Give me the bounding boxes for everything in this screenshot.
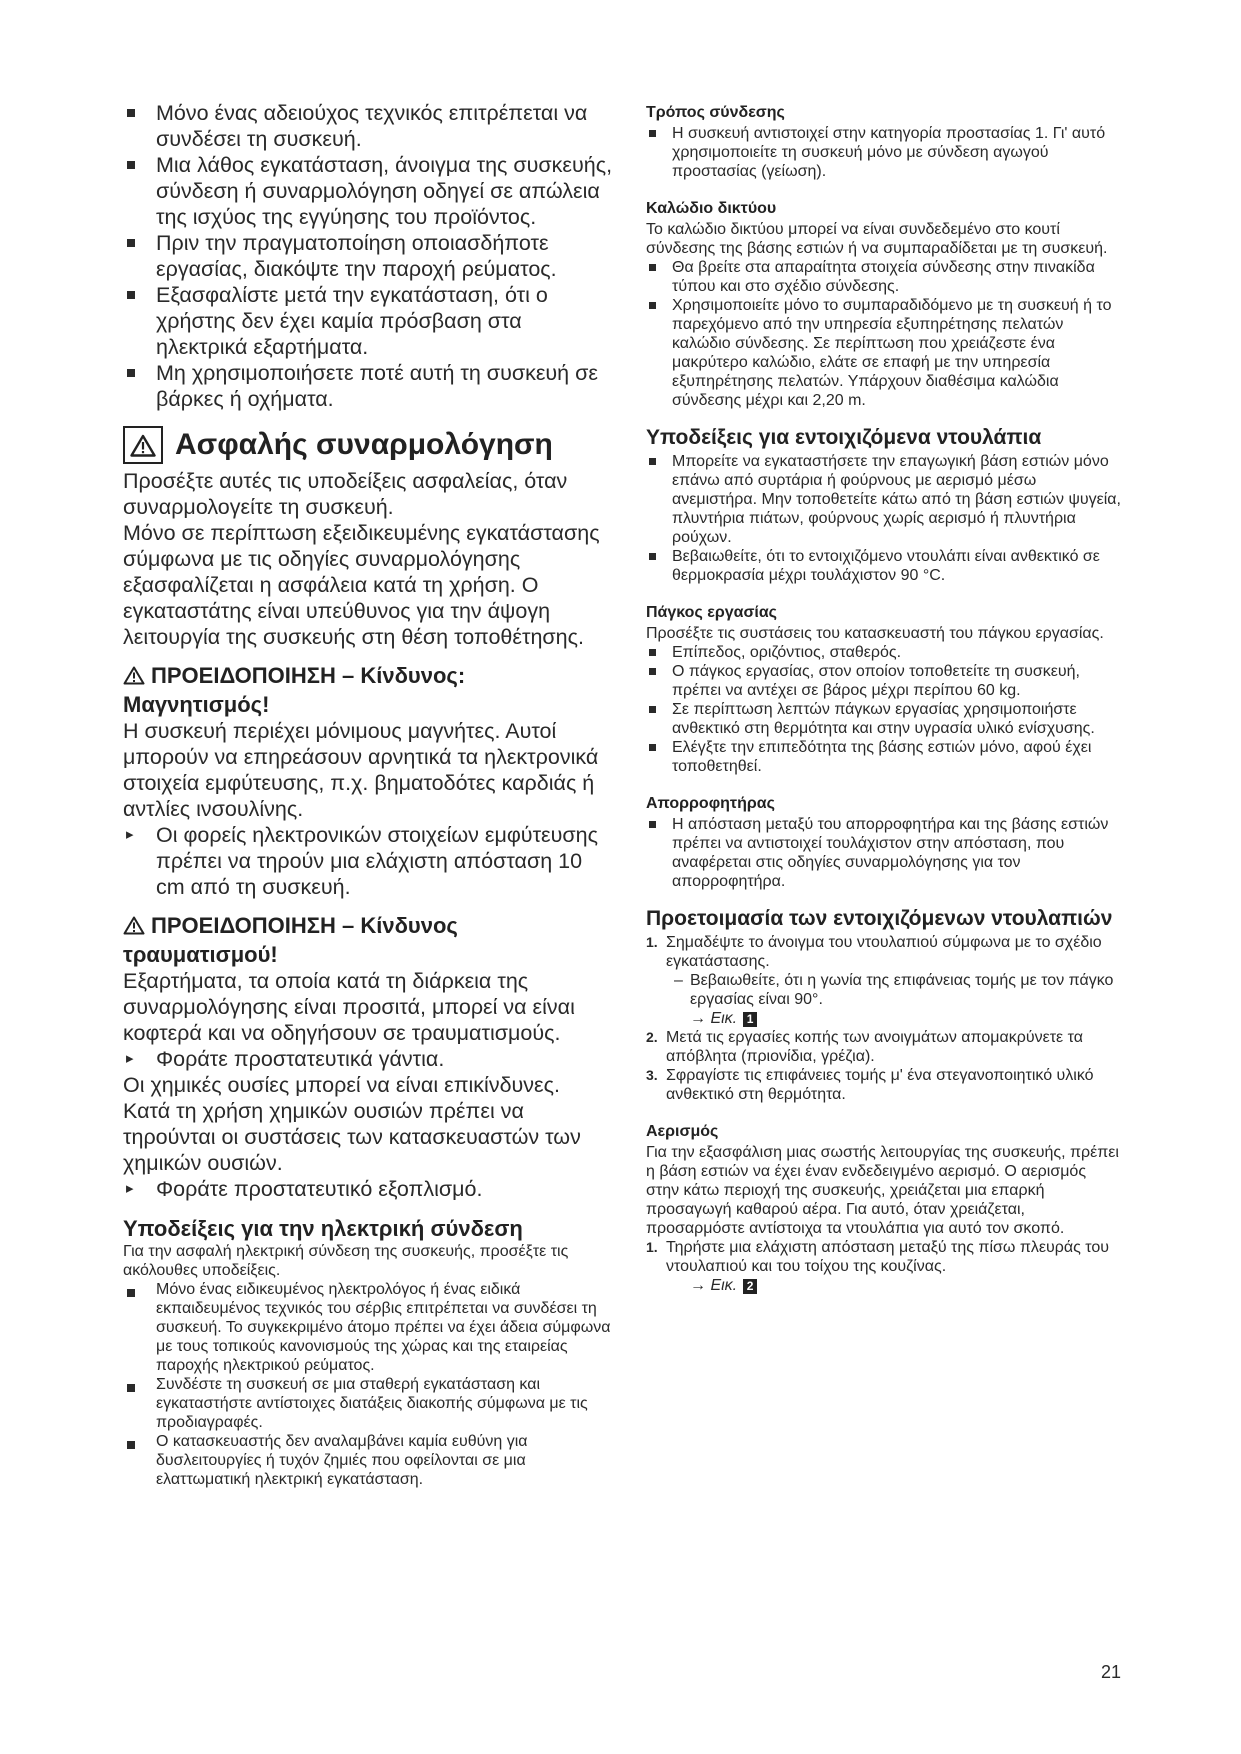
cabinets-bullet-list: [646, 452, 1122, 585]
hood-heading: Απορροφητήρας: [646, 795, 775, 812]
cabinets-heading: Υποδείξεις για εντοιχιζόμενα ντουλάπια: [646, 426, 1042, 449]
step-item: [646, 1066, 1122, 1104]
worktop-bullet-list: [646, 643, 1122, 776]
list-item: Η απόσταση μεταξύ του απορροφητήρα και της βάσης εστιών πρέπει να αντιστοιχεί τουλάχιστον στην απόσταση, που αναφέρεται στις οδηγίες συναρμολόγησης για τον απορροφητήρα.: [646, 815, 1122, 891]
list-item: Ελέγξτε την επιπεδότητα της βάσης εστιών μόνο, αφού έχει τοποθετηθεί.: [646, 738, 1122, 776]
list-item: ▸ Οι φορείς ηλεκτρονικών στοιχείων εμφύτευσης πρέπει να τηρούν μια ελάχιστη απόσταση 10 cm από τη συσκευή.: [123, 822, 613, 900]
cable-text: Το καλώδιο δικτύου μπορεί να είναι συνδεδεμένο στο κουτί σύνδεσης της βάσης εστιών ή να συμπαραδίδεται με τη συσκευή.: [646, 221, 1108, 257]
right-column: [646, 103, 1122, 1295]
list-item: Εξασφαλίστε μετά την εγκατάσταση, ότι ο χρήστης δεν έχει καμία πρόσβαση στα ηλεκτρικά εξαρτήματα.: [123, 282, 613, 360]
step-text: Σφραγίστε τις επιφάνειες τομής μ' ένα στεγανοποιητικό υλικό ανθεκτικό στη θερμότητα.: [666, 1067, 1094, 1103]
warning-title: ΠΡΟΕΙΔΟΠΟΙΗΣΗ – Κίνδυνος τραυματισμού!: [123, 913, 458, 967]
list-item: Συνδέστε τη συσκευή σε μια σταθερή εγκατάσταση και εγκαταστήστε αντίστοιχες διατάξεις διακοπής σύμφωνα με τις προδιαγραφές.: [123, 1375, 613, 1432]
list-item: Μόνο ένας ειδικευμένος ηλεκτρολόγος ή ένας ειδικά εκπαιδευμένος τεχνικός του σέρβις επιτρέπεται να συνδέσει τη συσκευή. Το συγκεκριμένο άτομο πρέπει να έχει άδεια σύμφωνα με τους τοπικούς κανονισμούς της χώρας και της εταιρείας παροχής ηλεκτρικού ρεύματος.: [123, 1280, 613, 1375]
worktop-text: Προσέξτε τις συστάσεις του κατασκευαστή του πάγκου εργασίας.: [646, 625, 1104, 642]
figure-reference: [666, 1276, 1122, 1295]
step-number: 3.: [646, 1067, 658, 1083]
page-number: 21: [1100, 1662, 1121, 1682]
preparation-heading: Προετοιμασία των εντοιχιζόμενων ντουλαπιών: [646, 907, 1113, 930]
list-item: Χρησιμοποιείτε μόνο το συμπαραδιδόμενο με τη συσκευή ή το παρεχόμενο από την υπηρεσία εξυπηρέτησης πελατών καλώδιο σύνδεσης. Σε περίπτωση που χρειάζεστε ένα μακρύτερο καλώδιο, ελάτε σε επαφή με την υπηρεσία εξυπηρέτησης πελατών. Υπάρχουν διαθέσιμα καλώδια σύνδεσης μέχρι και 2,20 m.: [646, 296, 1122, 410]
list-item: Ο πάγκος εργασίας, στον οποίον τοποθετείτε τη συσκευή, πρέπει να αντέχει σε βάρος μέχρι περίπου 60 kg.: [646, 662, 1122, 700]
step-number: 2.: [646, 1029, 658, 1045]
figure-number-badge: 1: [743, 1012, 757, 1027]
warning-triangle-icon: [123, 426, 163, 464]
cable-bullet-list: [646, 258, 1122, 410]
warning-triangle-icon: [123, 664, 145, 691]
step-item: [646, 1238, 1122, 1295]
ventilation-heading: Αερισμός: [646, 1123, 719, 1140]
step-text: Μετά τις εργασίες κοπής των ανοιγμάτων απομακρύνετε τα απόβλητα (πριονίδια, γρέζια).: [666, 1029, 1083, 1065]
intro-bullet-list: [123, 100, 613, 412]
figure-reference: [666, 1009, 1122, 1028]
list-item: Ο κατασκευαστής δεν αναλαμβάνει καμία ευθύνη για δυσλειτουργίες ή τυχόν ζημιές που οφείλονται σε μια ελαττωματική ηλεκτρική εγκατάσταση.: [123, 1432, 613, 1489]
warning-injury-heading: [123, 912, 613, 968]
list-item: Σε περίπτωση λεπτών πάγκων εργασίας χρησιμοποιήστε ανθεκτικό στη θερμότητα και στην υγρασία υλικό ενίσχυσης.: [646, 700, 1122, 738]
safety-heading: [123, 426, 613, 464]
warning-text: Η συσκευή περιέχει μόνιμους μαγνήτες. Αυτοί μπορούν να επηρεάσουν αρνητικά τα ηλεκτρονικά στοιχεία εμφύτευσης, π.χ. βηματοδότες καρδιάς ή αντλίες ινσουλίνης.: [123, 719, 599, 821]
step-text: Σημαδέψτε το άνοιγμα του ντουλαπιού σύμφωνα με το σχέδιο εγκατάστασης.: [666, 934, 1102, 970]
connection-heading: Τρόπος σύνδεσης: [646, 104, 785, 121]
step-number: 1.: [646, 934, 658, 950]
warning-magnetism-heading: [123, 662, 613, 718]
warning-text: Εξαρτήματα, τα οποία κατά τη διάρκεια της συναρμολόγησης είναι προσιτά, μπορεί να είναι κοφτερά και να οδηγήσουν σε τραυματισμούς.: [123, 969, 575, 1045]
ventilation-text: Για την εξασφάλιση μιας σωστής λειτουργίας της συσκευής, πρέπει η βάση εστιών να έχει έναν ενδεδειγμένο αερισμό. Ο αερισμός στην κάτω περιοχή της συσκευής, χρειάζεται μια επαρκή προσαγωγή καθαρού αέρα. Για αυτό, όταν χρειάζεται, προσαρμόστε αντίστοιχα τα ντουλάπια για αυτό τον σκοπό.: [646, 1144, 1119, 1237]
warning-triangle-icon: [123, 914, 145, 941]
connection-bullet-list: [646, 124, 1122, 181]
list-item: Θα βρείτε στα απαραίτητα στοιχεία σύνδεσης στην πινακίδα τύπου και στο σχέδιο σύνδεσης.: [646, 258, 1122, 296]
electrical-bullet-list: [123, 1280, 613, 1489]
list-item: Επίπεδος, οριζόντιος, σταθερός.: [646, 643, 1122, 662]
step-text: Τηρήστε μια ελάχιστη απόσταση μεταξύ της πίσω πλευράς του ντουλαπιού και του τοίχου της κουζίνας.: [666, 1239, 1110, 1275]
electrical-heading: Υποδείξεις για την ηλεκτρική σύνδεση: [123, 1216, 523, 1241]
hood-bullet-list: [646, 815, 1122, 891]
list-item: Η συσκευή αντιστοιχεί στην κατηγορία προστασίας 1. Γι' αυτό χρησιμοποιείτε τη συσκευή μόνο με σύνδεση αγωγού προστασίας (γείωση).: [646, 124, 1122, 181]
cable-heading: Καλώδιο δικτύου: [646, 200, 777, 217]
list-item: Πριν την πραγματοποίηση οποιασδήποτε εργασίας, διακόψτε την παροχή ρεύματος.: [123, 230, 613, 282]
safety-title: Ασφαλής συναρμολόγηση: [175, 428, 553, 461]
list-item: Βεβαιωθείτε, ότι το εντοιχιζόμενο ντουλάπι είναι ανθεκτικό σε θερμοκρασία μέχρι τουλάχιστον 90 °C.: [646, 547, 1122, 585]
electrical-intro: Για την ασφαλή ηλεκτρική σύνδεση της συσκευής, προσέξτε τις ακόλουθες υποδείξεις.: [123, 1243, 569, 1279]
warning-title: ΠΡΟΕΙΔΟΠΟΙΗΣΗ – Κίνδυνος: Μαγνητισμός!: [123, 663, 466, 717]
step-number: 1.: [646, 1239, 658, 1255]
action-list: [123, 822, 613, 900]
figure-number-badge: 2: [743, 1279, 757, 1294]
step-substep: – Βεβαιωθείτε, ότι η γωνία της επιφάνειας τομής με τον πάγκο εργασίας είναι 90°.: [666, 971, 1122, 1009]
warning-text: Οι χημικές ουσίες μπορεί να είναι επικίνδυνες. Κατά τη χρήση χημικών ουσιών πρέπει να τηρούνται οι συστάσεις των κατασκευαστών των χημικών ουσιών.: [123, 1073, 581, 1175]
list-item: Μη χρησιμοποιήσετε ποτέ αυτή τη συσκευή σε βάρκες ή οχήματα.: [123, 360, 613, 412]
worktop-heading: Πάγκος εργασίας: [646, 604, 777, 621]
action-list: [123, 1176, 613, 1202]
list-item: Μόνο ένας αδειούχος τεχνικός επιτρέπεται να συνδέσει τη συσκευή.: [123, 100, 613, 152]
safety-paragraph: Μόνο σε περίπτωση εξειδικευμένης εγκατάστασης σύμφωνα με τις οδηγίες συναρμολόγησης εξασφαλίζεται η ασφάλεια κατά τη χρήση. Ο εγκαταστάτης είναι υπεύθυνος για την άψογη λειτουργία της συσκευής στη θέση τοποθέτησης.: [123, 521, 600, 649]
action-list: [123, 1046, 613, 1072]
figure-label: → Εικ.: [690, 1010, 738, 1027]
list-item: ▸ Φοράτε προστατευτικά γάντια.: [123, 1046, 613, 1072]
figure-label: → Εικ.: [690, 1277, 738, 1294]
preparation-steps: [646, 933, 1122, 1104]
step-item: [646, 933, 1122, 1028]
list-item: Μια λάθος εγκατάσταση, άνοιγμα της συσκευής, σύνδεση ή συναρμολόγηση οδηγεί σε απώλεια της ισχύος της εγγύησης του προϊόντος.: [123, 152, 613, 230]
list-item: ▸ Φοράτε προστατευτικό εξοπλισμό.: [123, 1176, 613, 1202]
ventilation-steps: [646, 1238, 1122, 1295]
step-item: [646, 1028, 1122, 1066]
left-column: [123, 100, 613, 1489]
list-item: Μπορείτε να εγκαταστήσετε την επαγωγική βάση εστιών μόνο επάνω από συρτάρια ή φούρνους με αερισμό μέσω ανεμιστήρα. Μην τοποθετείτε κάτω από τη βάση εστιών ψυγεία, πλυντήρια πιάτων, φούρνους χωρίς αερισμό ή πλυντήρια ρούχων.: [646, 452, 1122, 547]
safety-paragraph: Προσέξτε αυτές τις υποδείξεις ασφαλείας, όταν συναρμολογείτε τη συσκευή.: [123, 469, 568, 519]
